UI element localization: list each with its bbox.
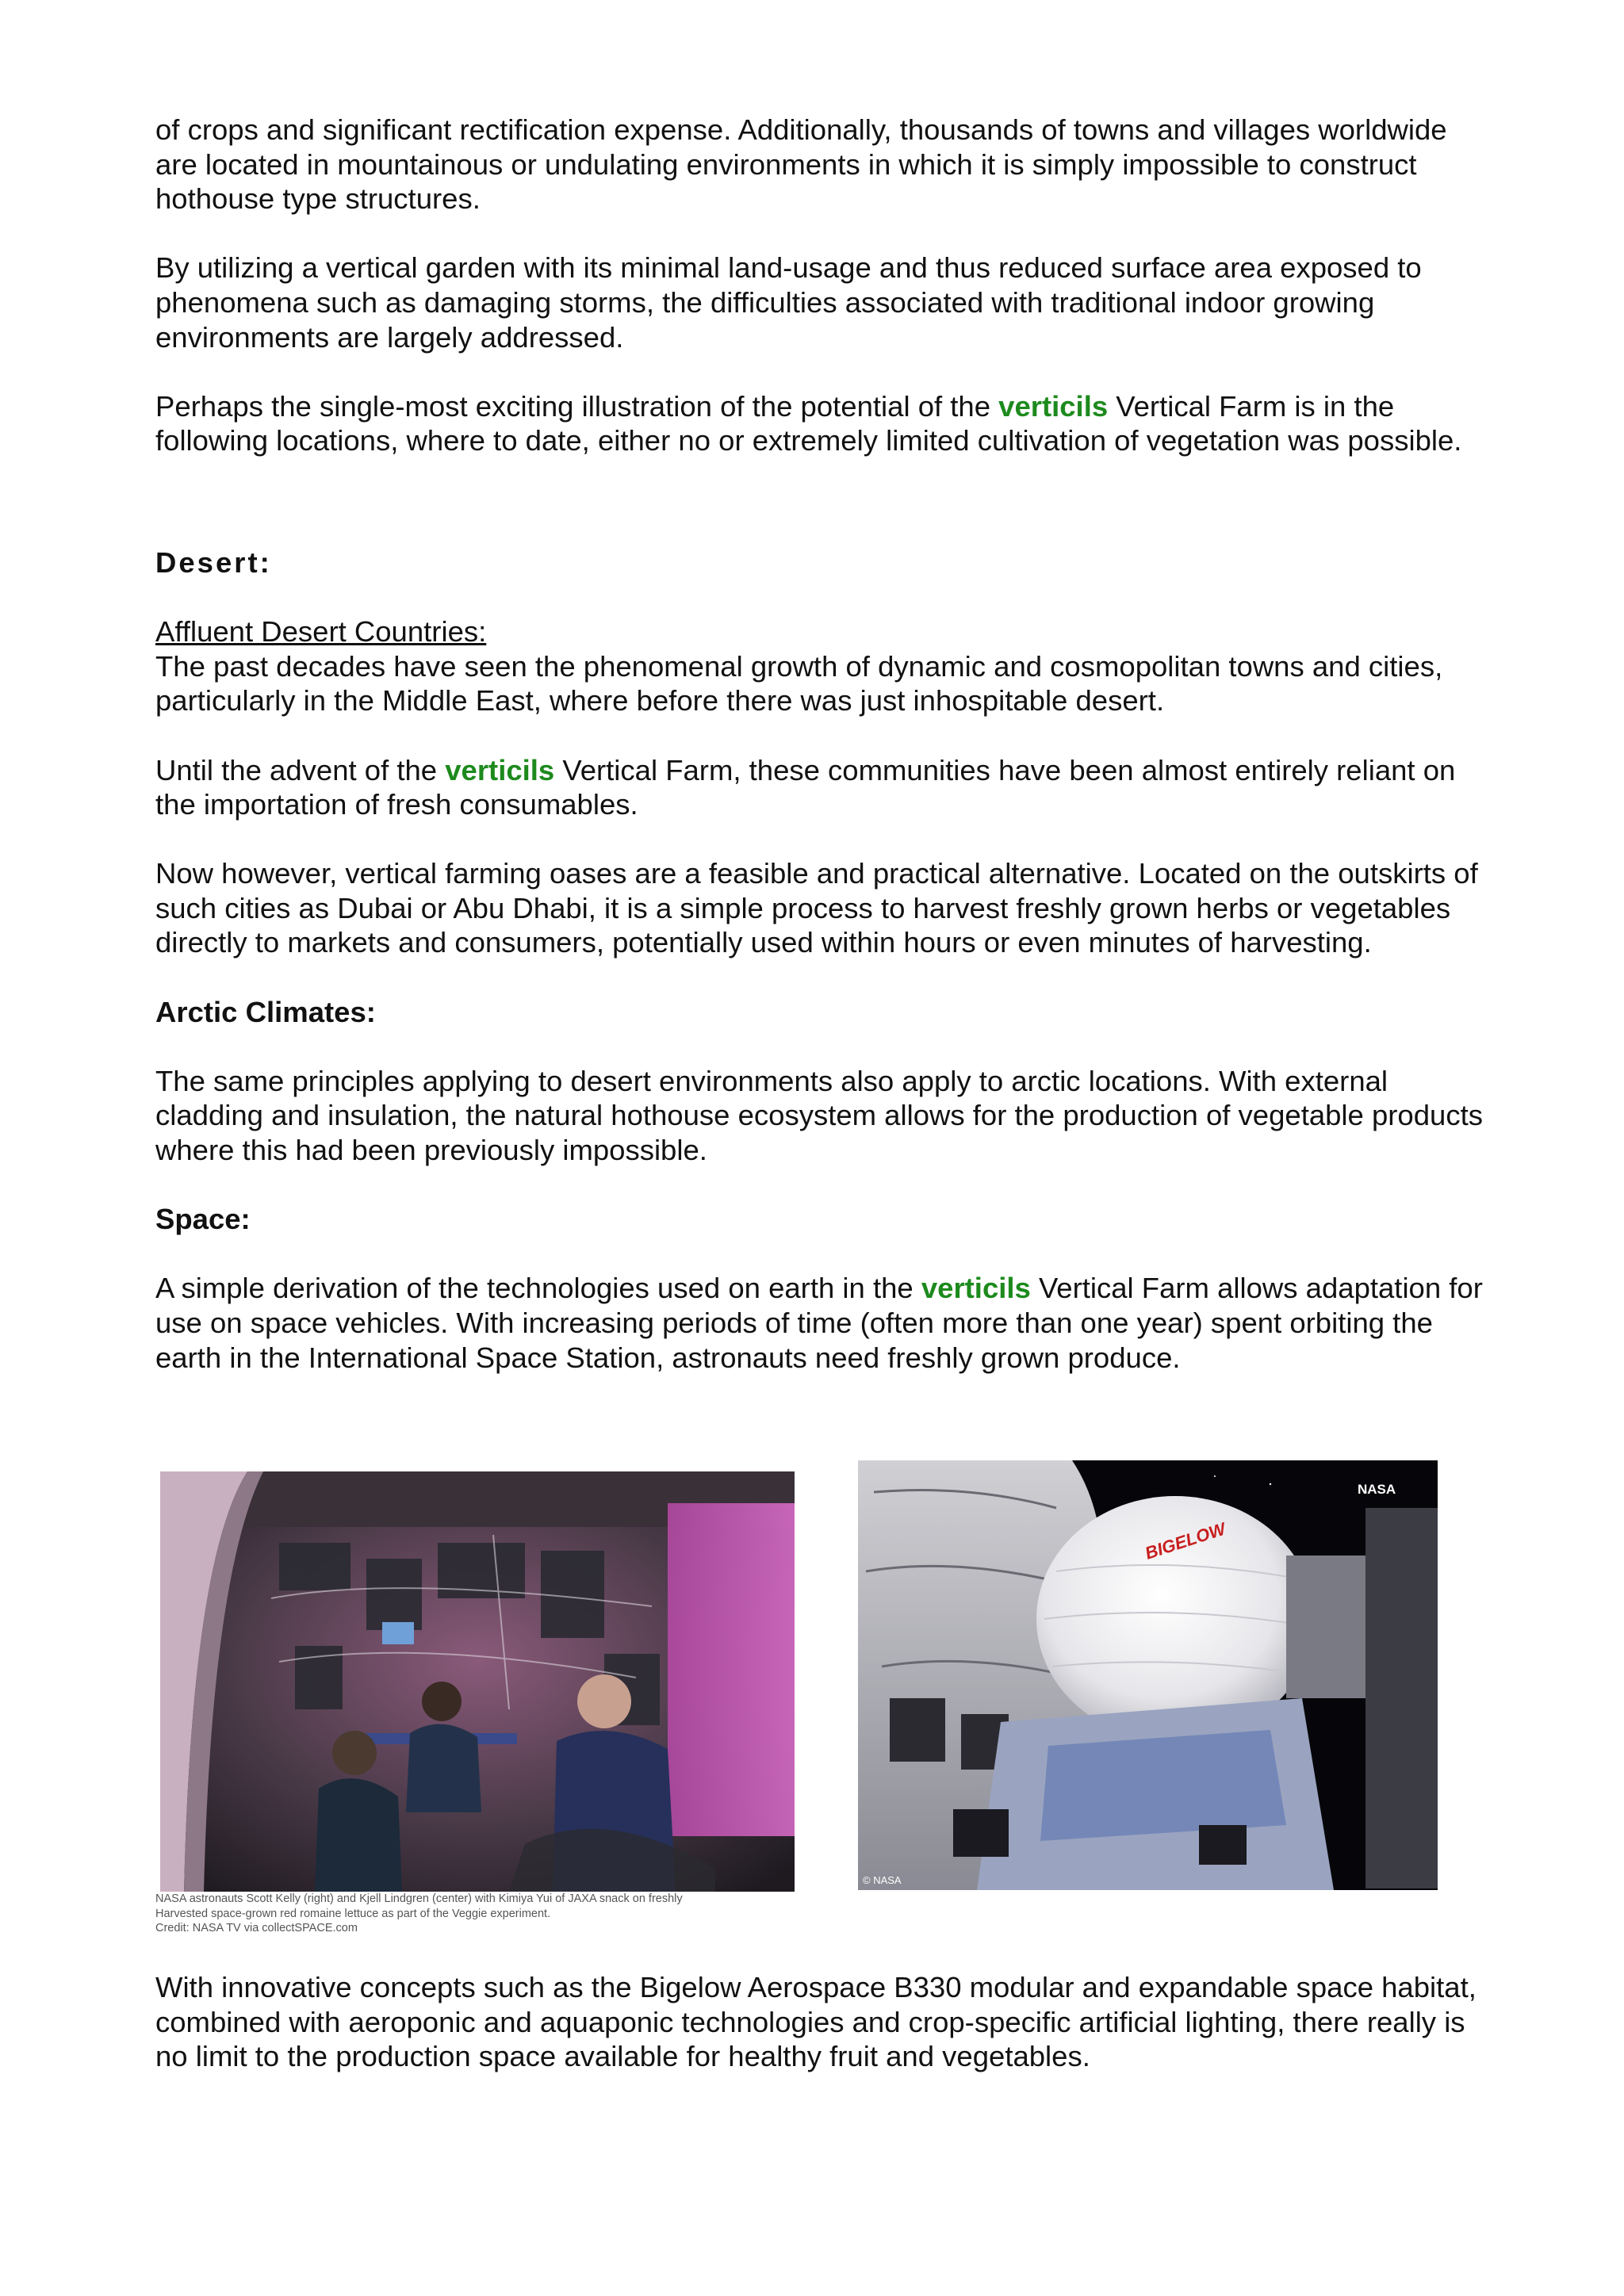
text-segment: Until the advent of the: [155, 753, 446, 786]
text-segment: A simple derivation of the technologies used on earth in the: [155, 1272, 921, 1305]
closing-section: [155, 1970, 1496, 2074]
desert-paragraph-2: [155, 753, 1496, 822]
figure-caption: [155, 1892, 837, 1936]
space-heading: Space:: [155, 1203, 251, 1236]
astronauts-photo: [160, 1471, 795, 1892]
desert-paragraph-1: The past decades have seen the phenomenal growth of dynamic and cosmopolitan towns and cities, particularly in the Middle East, where before there was just inhospitable desert.: [155, 649, 1443, 718]
intro-paragraph-1: of crops and significant rectification expense. Additionally, thousands of towns and villages worldwide are located in mountainous or undulating environments in which it is simply impossible to construct hothouse type structures.: [155, 113, 1447, 216]
closing-paragraph: With innovative concepts such as the Bigelow Aerospace B330 modular and expandable space habitat, combined with aeroponic and aquaponic technologies and crop-specific artificial lighting, there really is no limit to the production space available for healthy fruit and vegetables.: [155, 1971, 1477, 2073]
brand-name: verticils: [921, 1272, 1031, 1305]
nasa-logo: NASA: [1358, 1482, 1396, 1497]
arctic-paragraph-1: The same principles applying to desert environments also apply to arctic locations. With external cladding and insulation, the natural hothouse ecosystem allows for the production of vegetable products where this had been previously impossible.: [155, 1064, 1483, 1167]
bigelow-module-photo: [858, 1460, 1438, 1890]
bigelow-module-illustration: [858, 1460, 1438, 1890]
caption-line-2: Harvested space-grown red romaine lettuce as part of the Veggie experiment.: [155, 1907, 551, 1920]
intro-paragraph-3: [155, 389, 1496, 458]
desert-heading: Desert:: [155, 545, 272, 579]
text-segment: Vertical Farm, these communities have been almost entirely reliant on the importation of fresh consumables.: [155, 753, 1456, 821]
document-body: [155, 113, 1496, 1375]
bigelow-logo: BIGELOW: [1142, 1518, 1228, 1563]
intro-paragraph-2: By utilizing a vertical garden with its minimal land-usage and thus reduced surface area exposed to phenomena such as damaging storms, the difficulties associated with traditional indoor growing environments are largely addressed.: [155, 251, 1422, 354]
caption-line-3: Credit: NASA TV via collectSPACE.com: [155, 1922, 358, 1934]
space-paragraph-1: [155, 1271, 1496, 1375]
affluent-desert-subheading: Affluent Desert Countries:: [155, 615, 487, 649]
text-segment: Perhaps the single-most exciting illustration of the potential of the: [155, 389, 999, 423]
text-segment: Vertical Farm allows adaptation for use on space vehicles. With increasing periods of time (often more than one year) spent orbiting the earth in the International Space Station, astronauts need freshly grown produce.: [155, 1272, 1483, 1374]
iss-interior-illustration: [160, 1471, 795, 1892]
figure-row: [155, 1460, 1440, 1952]
text-segment: Vertical Farm is in the following locations, where to date, either no or extremely limited cultivation of vegetation was possible.: [155, 389, 1462, 457]
nasa-copyright: © NASA: [863, 1874, 902, 1886]
desert-paragraph-3: Now however, vertical farming oases are a feasible and practical alternative. Located on the outskirts of such cities as Dubai or Abu Dhabi, it is a simple process to harvest freshly grown herbs or vegetables directly to markets and consumers, potentially used within hours or even minutes of harvesting.: [155, 857, 1478, 959]
arctic-heading: Arctic Climates:: [155, 995, 376, 1028]
caption-line-1: NASA astronauts Scott Kelly (right) and Kjell Lindgren (center) with Kimiya Yui of JAXA snack on freshly: [155, 1892, 683, 1905]
brand-name: verticils: [998, 389, 1109, 423]
brand-name: verticils: [445, 753, 555, 786]
